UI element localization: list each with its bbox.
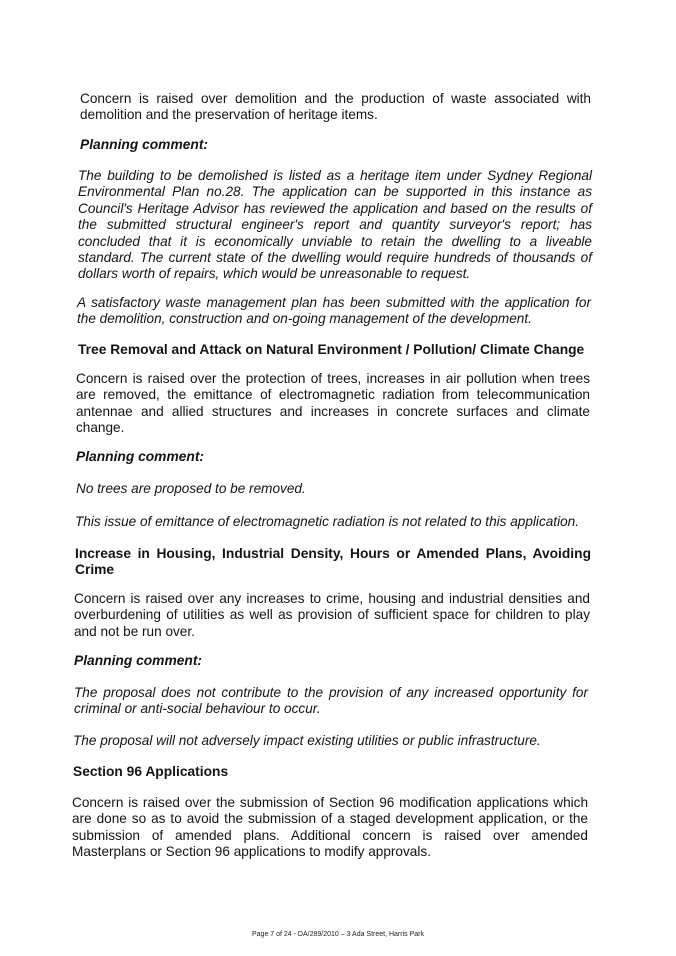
no-trees-comment-paragraph: No trees are proposed to be removed. — [76, 481, 306, 496]
utilities-comment-paragraph: The proposal will not adversely impact existing utilities or public infrastructure. — [73, 733, 541, 748]
page-footer: Page 7 of 24 - DA/289/2010 – 3 Ada Street, Harris Park — [252, 931, 424, 938]
demolition-concern-paragraph: Concern is raised over demolition and the production of waste associated with demolition and the preservation of heritage items. — [80, 91, 591, 123]
tree-removal-section-heading: Tree Removal and Attack on Natural Environment / Pollution/ Climate Change — [78, 342, 585, 357]
housing-density-concern-paragraph: Concern is raised over any increases to crime, housing and industrial densities and overburdening of utilities as well as provision of sufficient space for children to play and not be run over. — [74, 591, 590, 639]
section-96-heading: Section 96 Applications — [73, 764, 229, 779]
planning-comment-label: Planning comment: — [74, 653, 203, 668]
section-96-concern-paragraph: Concern is raised over the submission of Section 96 modification applications which are done so as to avoid the submission of a staged development application, or the submission of amended plans. Additional concern is raised over amended Masterplans or Section 96 applications to modify approvals. — [72, 795, 588, 860]
tree-removal-concern-paragraph: Concern is raised over the protection of trees, increases in air pollution when trees are removed, the emittance of electromagnetic radiation from telecommunication antennae and allied structures and increases in concrete surfaces and climate change. — [76, 371, 590, 436]
crime-comment-paragraph: The proposal does not contribute to the provision of any increased opportunity for criminal or anti-social behaviour to occur. — [74, 685, 588, 717]
planning-comment-label: Planning comment: — [80, 137, 209, 152]
radiation-comment-paragraph: This issue of emittance of electromagnetic radiation is not related to this application. — [75, 514, 579, 529]
waste-management-comment-paragraph: A satisfactory waste management plan has been submitted with the application for the demolition, construction and on-going management of the development. — [77, 295, 591, 327]
heritage-comment-paragraph: The building to be demolished is listed as a heritage item under Sydney Regional Environmental Plan no.28. The application can be supported in this instance as Council's Heritage Advisor has reviewed the application and based on the results of the submitted structural engineer's report and quantity surveyor's report; has concluded that it is economically unviable to retain the dwelling to a liveable standard. The current state of the dwelling would require hundreds of thousands of dollars worth of repairs, which would be unreasonable to request. — [78, 168, 592, 282]
planning-comment-label: Planning comment: — [76, 449, 205, 464]
housing-density-section-heading: Increase in Housing, Industrial Density, Hours or Amended Plans, Avoiding Crime — [75, 546, 591, 578]
